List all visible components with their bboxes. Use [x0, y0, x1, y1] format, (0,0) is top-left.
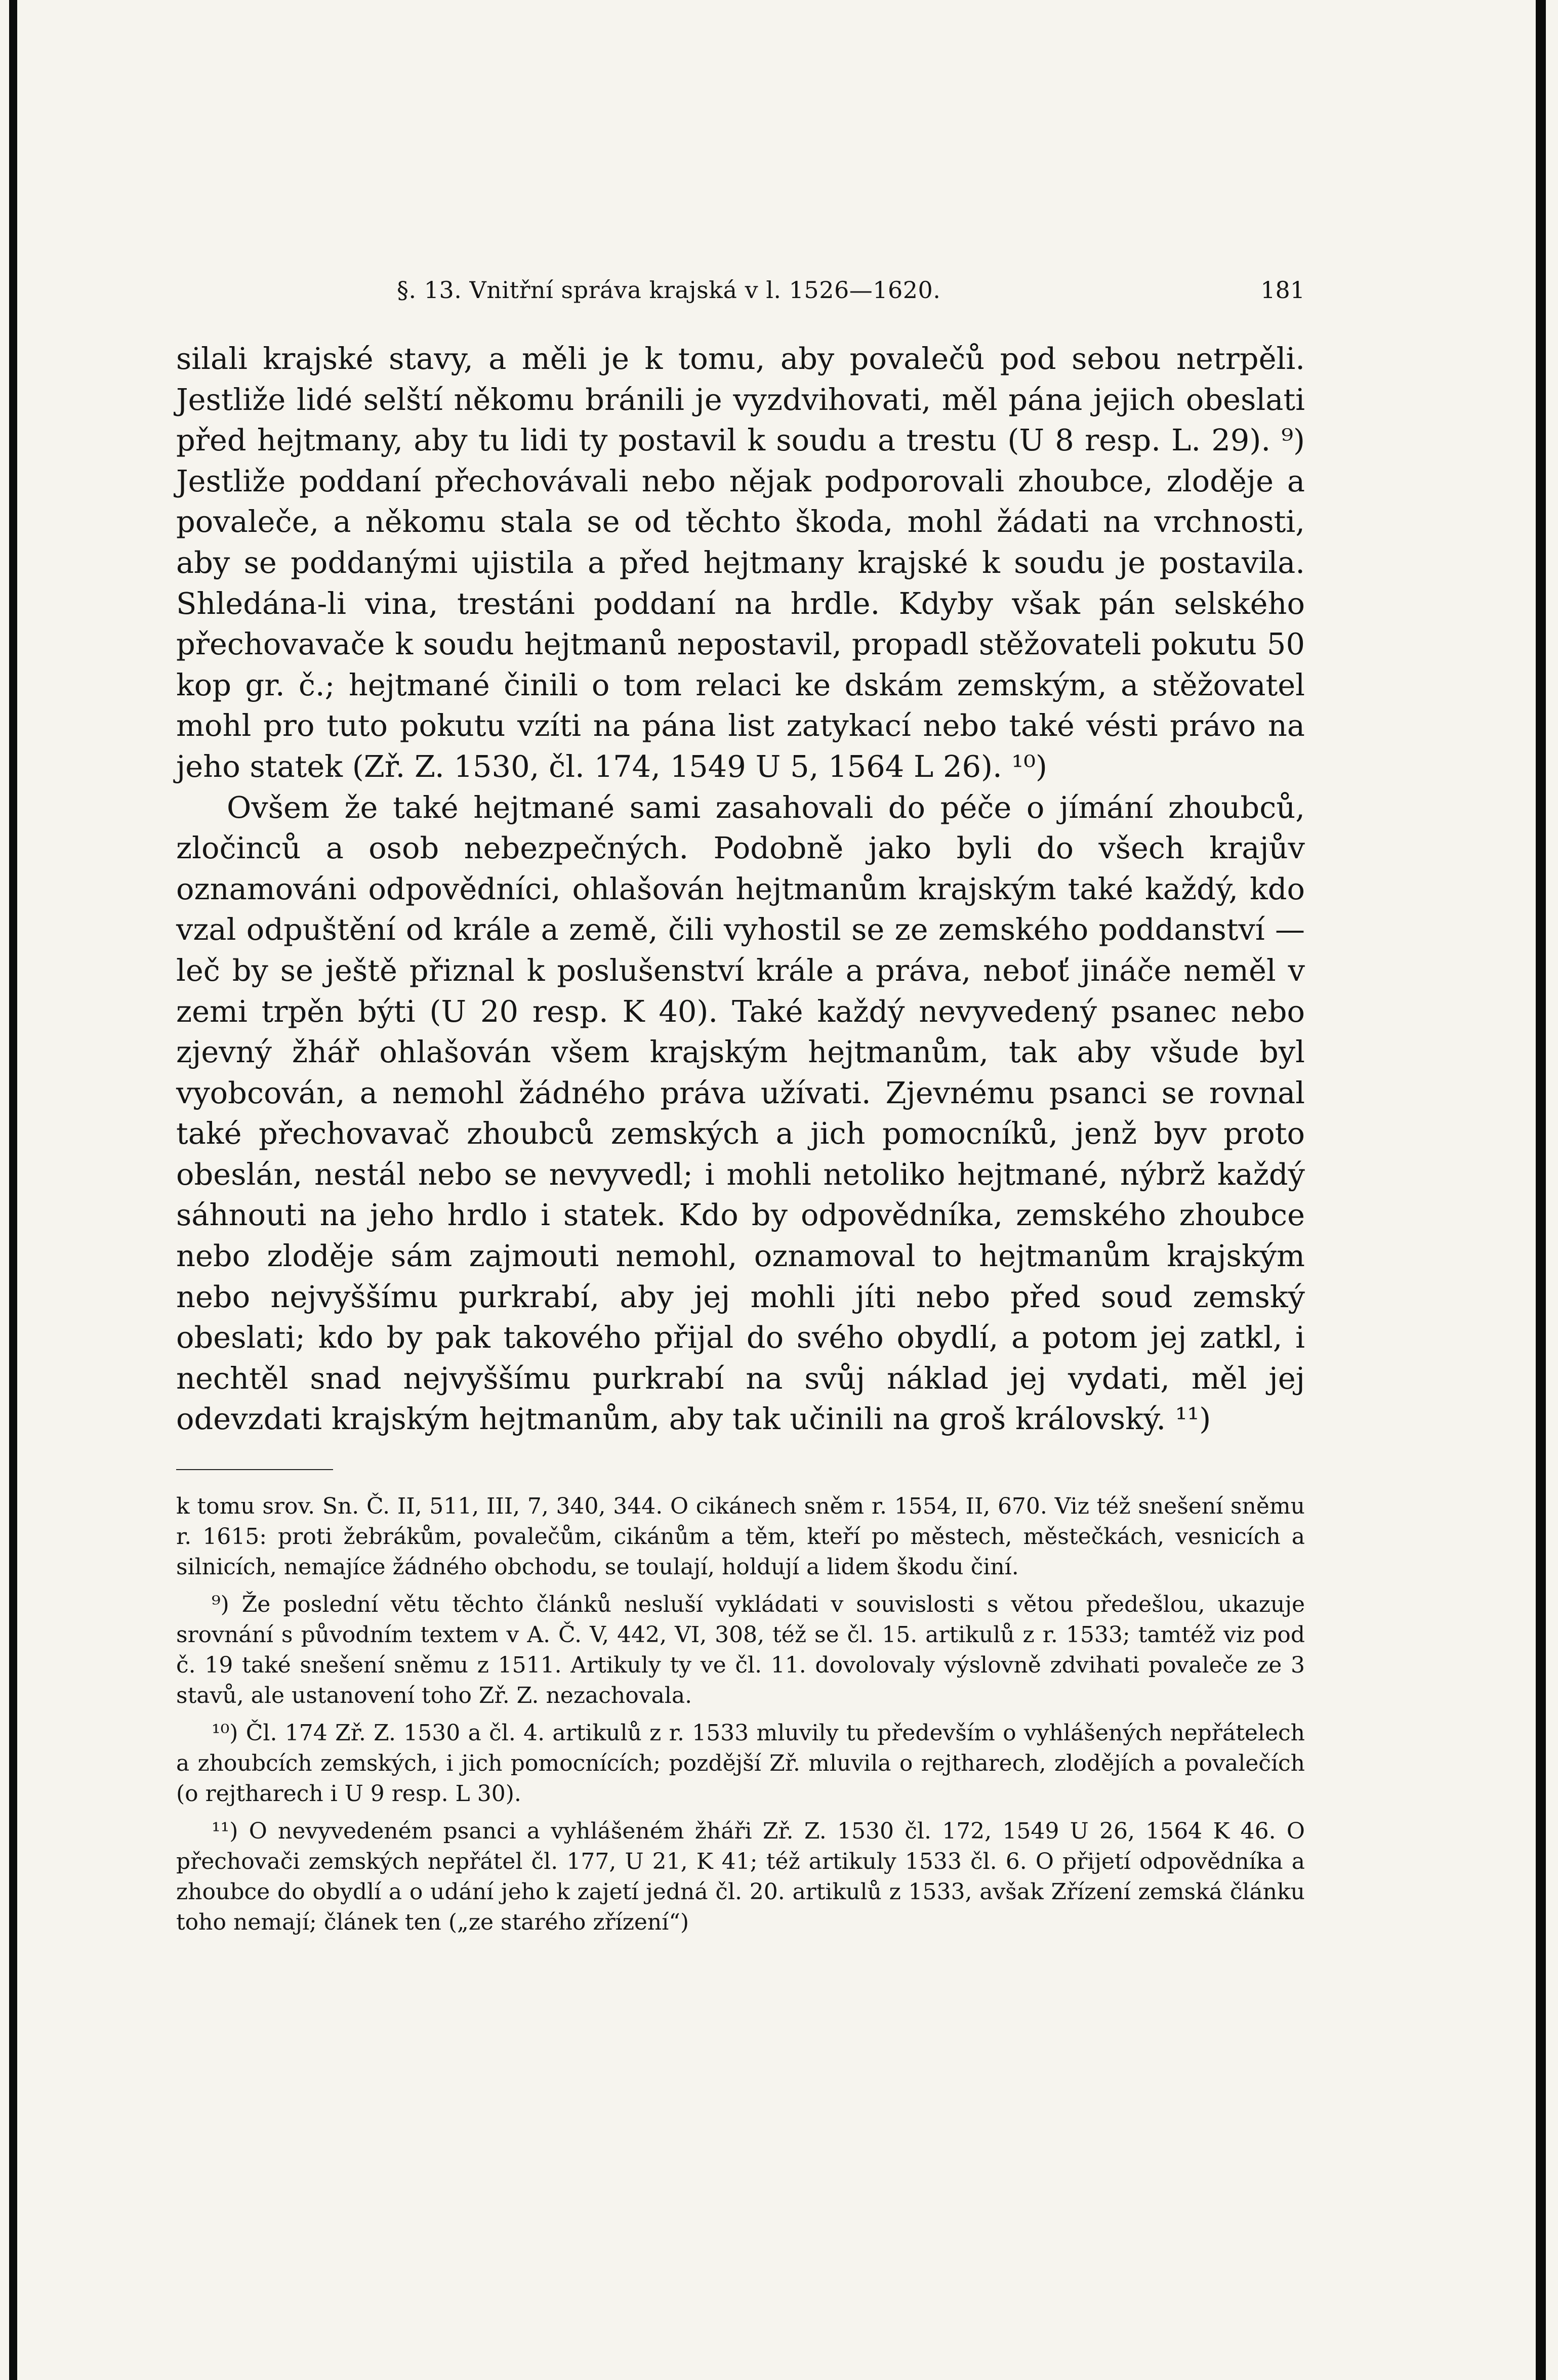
- footnote-continuation: k tomu srov. Sn. Č. II, 511, III, 7, 340, 344. O cikánech sněm r. 1554, II, 670. Viz též snešení sněmu r. 1615: proti žebrákům, povalečům, cikánům a těm, kteří po městech, městečkách, vesnicích a silnicích, nemajíce žádného obchodu, se toulají, holdují a lidem škodu činí.: [176, 1493, 1305, 1580]
- right-scan-border: [1536, 0, 1546, 2380]
- main-text: [176, 339, 1305, 1440]
- footnote-9: ⁹) Že poslední větu těchto článků nesluší vykládati v souvislosti s větou předešlou, ukazuje srovnání s původním textem v A. Č. V, 442, VI, 308, též se čl. 15. artikulů z r. 1533; tamtéž viz pod č. 19 také snešení sněmu z 1511. Artikuly ty ve čl. 11. dovolovaly výslovně zdvihati povaleče ze 3 stavů, ale ustanovení toho Zř. Z. nezachovala.: [176, 1592, 1305, 1709]
- paragraph-2: Ovšem že také hejtmané sami zasahovali do péče o jímání zhoubců, zločinců a osob nebezpečných. Podobně jako byli do všech krajův oznamováni odpovědníci, ohlašován hejtmanům krajským také každý, kdo vzal odpuštění od krále a země, čili vyhostil se ze zemského poddanství — leč by se ještě přiznal k poslušenství krále a práva, neboť jináče neměl v zemi trpěn býti (U 20 resp. K 40). Také každý nevyvedený psanec nebo zjevný žhář ohlašován všem krajským hejtmanům, tak aby všude byl vyobcován, a nemohl žádného práva užívati. Zjevnému psanci se rovnal také přechovavač zhoubců zemských a jich pomocníků, jenž byv proto obeslán, nestál nebo se nevyvedl; i mohli netoliko hejtmané, nýbrž každý sáhnouti na jeho hrdlo i statek. Kdo by odpovědníka, zemského zhoubce nebo zloděje sám zajmouti nemohl, oznamoval to hejtmanům krajským nebo nejvyššímu purkrabí, aby jej mohli jíti nebo před soud zemský obeslati; kdo by pak takového přijal do svého obydlí, a potom jej zatkl, i nechtěl snad nejvyššímu purkrabí na svůj náklad jej vydati, měl jej odevzdati krajským hejtmanům, aby tak učinili na groš královský. ¹¹): [176, 789, 1305, 1437]
- running-header: [176, 266, 1305, 314]
- page-number: 181: [1260, 276, 1305, 304]
- page-content: [176, 266, 1305, 1945]
- running-title: §. 13. Vnitřní správa krajská v l. 1526—1620.: [397, 276, 941, 304]
- footnote-11: ¹¹) O nevyvedeném psanci a vyhlášeném žháři Zř. Z. 1530 čl. 172, 1549 U 26, 1564 K 46. O přechovači zemských nepřátel čl. 177, U 21, K 41; též artikuly 1533 čl. 6. O přijetí odpovědníka a zhoubce do obydlí a o udání jeho k zajetí jedná čl. 20. artikulů z 1533, avšak Zřízení zemská článku toho nemají; článek ten („ze starého zřízení“): [176, 1818, 1305, 1936]
- footnote-separator: [176, 1469, 333, 1470]
- footnote-10: ¹⁰) Čl. 174 Zř. Z. 1530 a čl. 4. artikulů z r. 1533 mluvily tu především o vyhlášených nepřátelech a zhoubcích zemských, i jich pomocnících; pozdější Zř. mluvila o rejtharech, zlodějích a povalečích (o rejtharech i U 9 resp. L 30).: [176, 1720, 1305, 1807]
- paragraph-1: silali krajské stavy, a měli je k tomu, aby povalečů pod sebou netrpěli. Jestliže lidé selští někomu bránili je vyzdvihovati, měl pána jejich obeslati před hejtmany, aby tu lidi ty postavil k soudu a trestu (U 8 resp. L. 29). ⁹) Jestliže poddaní přechovávali nebo nějak podporovali zhoubce, zloděje a povaleče, a někomu stala se od těchto škoda, mohl žádati na vrchnosti, aby se poddanými ujistila a před hejtmany krajské k soudu je postavila. Shledána-li vina, trestáni poddaní na hrdle. Kdyby však pán selského přechovavače k soudu hejtmanů nepostavil, propadl stěžovateli pokutu 50 kop gr. č.; hejtmané činili o tom relaci ke dskám zemským, a stěžovatel mohl pro tuto pokutu vzíti na pána list zatykací nebo také vésti právo na jeho statek (Zř. Z. 1530, čl. 174, 1549 U 5, 1564 L 26). ¹⁰): [176, 341, 1305, 784]
- footnotes: [176, 1491, 1305, 1938]
- left-scan-border: [9, 0, 17, 2380]
